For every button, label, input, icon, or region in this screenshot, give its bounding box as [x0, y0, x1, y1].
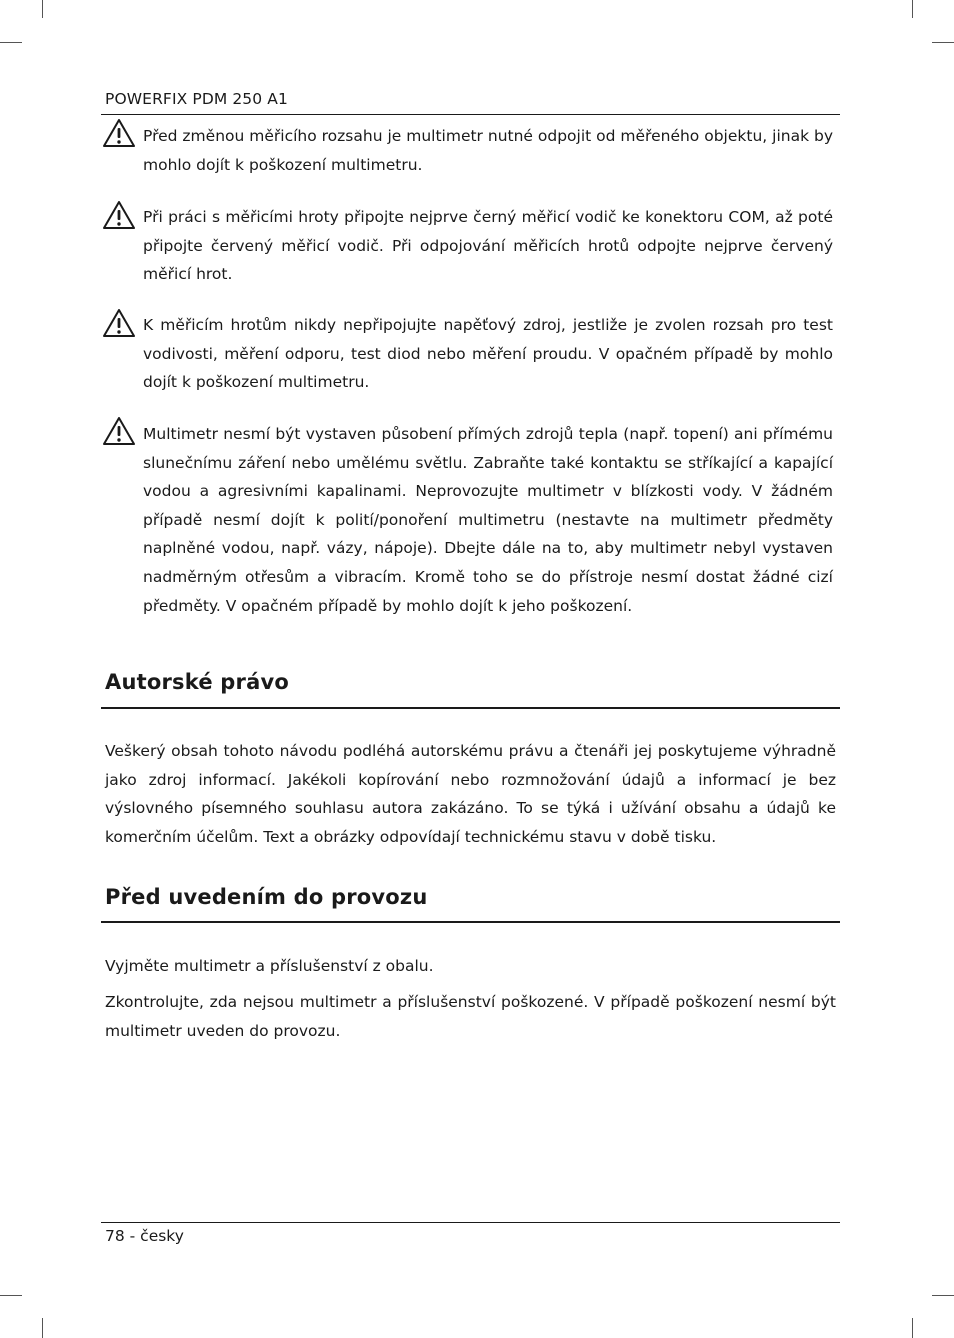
footer-rule	[101, 1222, 840, 1223]
document-header: POWERFIX PDM 250 A1	[105, 90, 288, 108]
warning-text: K měřicím hrotům nikdy nepřipojujte napěťový zdroj, jestliže je zvolen rozsah pro test vodivosti, měření odporu, test diod nebo měření proudu. V opačném případě by mohlo dojít k poškození multimetru.	[143, 316, 833, 392]
header-rule	[101, 114, 840, 115]
warning-text: Při práci s měřicími hroty připojte nejprve černý měřicí vodič ke konektoru COM, až poté připojte červený měřicí vodič. Při odpojování měřicích hrotů odpojte nejprve červený měřicí hrot.	[143, 208, 833, 284]
warning-triangle-icon	[102, 308, 136, 338]
page-number: 78 - česky	[105, 1227, 184, 1245]
section-rule	[101, 921, 840, 923]
warning-text: Před změnou měřicího rozsahu je multimetr nutné odpojit od měřeného objektu, jinak by mohlo dojít k poškození multimetru.	[143, 127, 833, 174]
crop-mark	[0, 42, 22, 43]
crop-mark	[0, 1295, 22, 1296]
section-heading: Autorské právo	[105, 670, 289, 694]
warning-text: Multimetr nesmí být vystaven působení přímých zdrojů tepla (např. topení) ani přímému slunečnímu záření nebo umělému světlu. Zabraňte také kontaktu se stříkající a kapající vodou a agresivními kapalinami. Neprovozujte multimetr v blízkosti vody. V žádném případě nesmí dojít k polití/ponoření multimetru (nestavte na multimetr předměty naplněné vodou, např. vázy, nápoje). Dbejte dále na to, aby multimetr nebyl vystaven nadměrným otřesům a vibracím. Kromě toho se do přístroje nesmí dostat žádné cizí předměty. V opačném případě by mohlo dojít k jeho poškození.	[143, 425, 833, 615]
section-rule	[101, 707, 840, 709]
crop-mark	[932, 42, 954, 43]
crop-mark	[912, 0, 913, 18]
section-heading: Před uvedením do provozu	[105, 885, 428, 909]
crop-mark	[932, 1295, 954, 1296]
crop-mark	[912, 1318, 913, 1338]
warning-triangle-icon	[102, 118, 136, 148]
section-paragraph: Vyjměte multimetr a příslušenství z obalu.	[105, 957, 434, 975]
section-paragraph: Veškerý obsah tohoto návodu podléhá autorskému právu a čtenáři jej poskytujeme výhradně jako zdroj informací. Jakékoli kopírování nebo rozmnožování údajů a informací je bez výslovného písemného souhlasu autora zakázáno. To se týká i užívání obsahu a údajů ke komerčním účelům. Text a obrázky odpovídají technickému stavu v době tisku.	[105, 742, 836, 846]
section-paragraph: Zkontrolujte, zda nejsou multimetr a příslušenství poškozené. V případě poškození nesmí být multimetr uveden do provozu.	[105, 993, 836, 1040]
crop-mark	[42, 0, 43, 18]
warning-triangle-icon	[102, 416, 136, 446]
crop-mark	[42, 1318, 43, 1338]
warning-triangle-icon	[102, 200, 136, 230]
